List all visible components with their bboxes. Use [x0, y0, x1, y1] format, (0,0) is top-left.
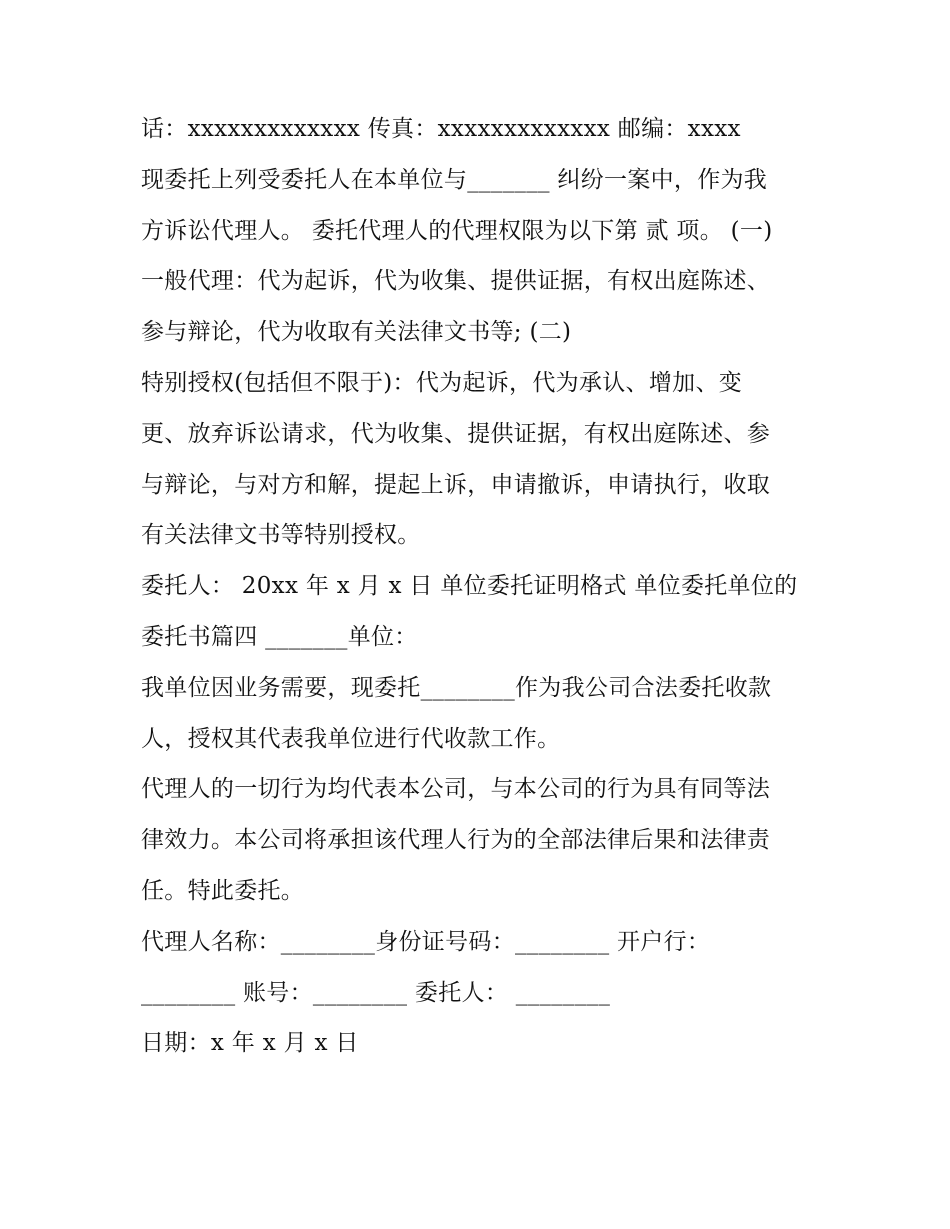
text-line-special-authority: 特别授权(包括但不限于)：代为起诉，代为承认、增加、变 — [141, 369, 743, 396]
text-line-general-agency-cont: 参与辩论，代为收取有关法律文书等; (二) — [141, 319, 572, 346]
text-line-special-authority-cont-3: 有关法律文书等特别授权。 — [141, 522, 421, 549]
text-line-legal-effect-cont: 律效力。本公司将承担该代理人行为的全部法律后果和法律责 — [141, 827, 771, 854]
text-line-agent-fields: 代理人名称：________身份证号码：________ 开户行： — [141, 928, 711, 955]
text-line-general-agency: 一般代理：代为起诉，代为收集、提供证据，有权出庭陈述、 — [141, 268, 771, 295]
document-body — [141, 104, 831, 1069]
text-line-section-title: 委托书篇四 _______单位： — [141, 623, 418, 650]
text-line-authority-scope: 方诉讼代理人。 委托代理人的代理权限为以下第 贰 项。 (一) — [141, 217, 773, 244]
text-line-special-authority-cont-1: 更、放弃诉讼请求，代为收集、提供证据，有权出庭陈述、参 — [141, 420, 771, 447]
text-line-legal-effect: 代理人的一切行为均代表本公司，与本公司的行为具有同等法 — [141, 776, 771, 803]
text-line-hereby-entrust: 任。特此委托。 — [141, 877, 305, 904]
text-line-contact: 话：xxxxxxxxxxxxx 传真：xxxxxxxxxxxxx 邮编：xxxx — [141, 116, 741, 142]
text-line-entrust-intro: 现委托上列受委托人在本单位与_______ 纠纷一案中，作为我 — [141, 166, 768, 193]
text-line-collection-entrust: 我单位因业务需要，现委托________作为我公司合法委托收款 — [141, 674, 772, 701]
text-line-special-authority-cont-2: 与辩论，与对方和解，提起上诉，申请撤诉，申请执行，收取 — [141, 471, 771, 498]
text-line-date: 日期：x 年 x 月 x 日 — [141, 1030, 359, 1057]
text-line-collection-entrust-cont: 人，授权其代表我单位进行代收款工作。 — [141, 725, 561, 752]
text-line-principal-date: 委托人： 20xx 年 x 月 x 日 单位委托证明格式 单位委托单位的 — [141, 573, 798, 600]
text-line-account-fields: ________ 账号：________ 委托人： ________ — [141, 979, 611, 1006]
